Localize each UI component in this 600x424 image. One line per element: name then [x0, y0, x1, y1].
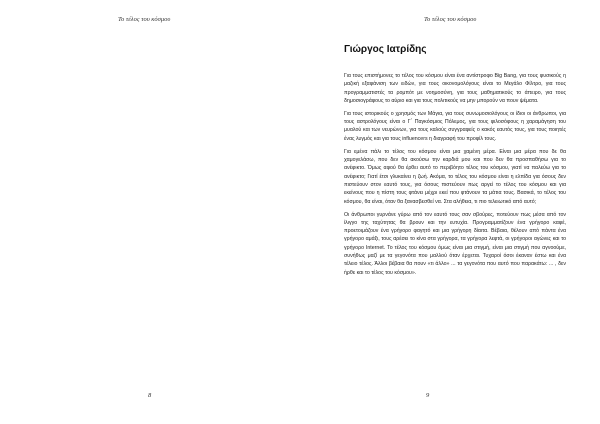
chapter-title: Γιώργος Ιατρίδης — [344, 44, 427, 55]
page-number-left: 8 — [148, 392, 152, 399]
page-number-right: 9 — [426, 392, 430, 399]
paragraph-4: Οι άνθρωποι γυρνάνε γύρω από τον εαυτό τους σαν σβούρες, ποτεύουν πως μέσα από τον ίλιγγο της ταχύτητας θα βρουν και την ευτυχία. Προγραμματίζουν ένα γρήγορο καφέ, προετοιμάζουν ένα γρήγορο φαγητό και μια γρήγορη δίαιτα. Βέβαια, θέλουν από πάντα ένα γρήγορο αμάξι, τους αρέσει το κίνα στα γρήγορα, τα γρήγορα λεφτά, οι γρήγοροι αγώνες και το γρήγορο Internet. Το τέλος του κόσμου όμως είναι μια στιγμή, είναι μια στιγμή που αγνοούμε, συνήθως μαζί με τα γεγονότα που μαλλού όταν έρχεται. Τυχαροί όσοι έκαναν έστω και ένα τέλειο τέλος. Άλλοι βέβαια θα πουν «τι άλλο» ... τα γεγονότα που αυτό που παρακάτω: ... , δεν ήρθε και το τέλος του κόσμου». — [344, 211, 566, 276]
body-text — [344, 72, 566, 282]
running-header-left: Το τέλος του κόσμου — [118, 16, 171, 23]
paragraph-2: Για τους ιστορικούς ο χρησμός των Μάγια, για τους συνωμοσιολόγους οι ίδιοι οι άνθρωποι, για τους αστρολόγους είναι ο Γ΄ Παγκόσμιος Πόλεμος, για τους φιλοσόφους η χαραμάγηση του μυαλού και των νευρώνων, για τους καλούς συγγραφείς ο κακός εαυτός τους, για τους ποιητές ένας λυγμός και για τους influencers η διαγραφή του προφίλ τους. — [344, 110, 566, 142]
paragraph-3: Για εμένα πάλι το τέλος του κόσμου είναι μια χαμένη μέρα. Είναι μια μέρα που δε θα χαμογελάσω, που δεν θα ακούσω την καρδιά μου και που δεν θα προσπαθήσω για το ανέφικτο. Όμως αφού θα έρθει αυτό το περιβόητο τέλος του κόσμου, γιατί να παλεύω για το ανέφικτο; Γιατί έτσι γλυκαίνει η ζωή. Ακόμα, το τέλος του κόσμου είναι η ελπίδα για όσους δεν πιστεύουν στον εαυτό τους, για όσους πιστεύουν πως αργεί το τέλος του κόσμου και για εκείνους που η πίστη τους φτάνει μέχρι εκεί που φτάνουν τα μάτια τους. Βασικά, το τέλος του κόσμου, θα είναι, όταν θα ξανασβεσθεί να. Στα αλήθεια, τι πιο τελειωτικό από αυτό; — [344, 148, 566, 205]
running-header-right: Το τέλος του κόσμου — [424, 16, 477, 23]
paragraph-1: Για τους επιστήμονες το τέλος του κόσμου είναι ένα αντίστροφο Big Bang, για τους φυσικούς η μαζική εξαφάνιση των ειδών, για τους οικονομολόγους είναι το Μεγάλο Φίλτρο, για τους προγραμματιστές τα ρομπότ με νοημοσύνη, για τους μαθηματικούς το άπειρο, για τους δημοσιογράφους το αύριο και για τους πολιτικούς να μην μπορούν να πουν ψέματα. — [344, 73, 566, 104]
right-page — [300, 0, 600, 424]
